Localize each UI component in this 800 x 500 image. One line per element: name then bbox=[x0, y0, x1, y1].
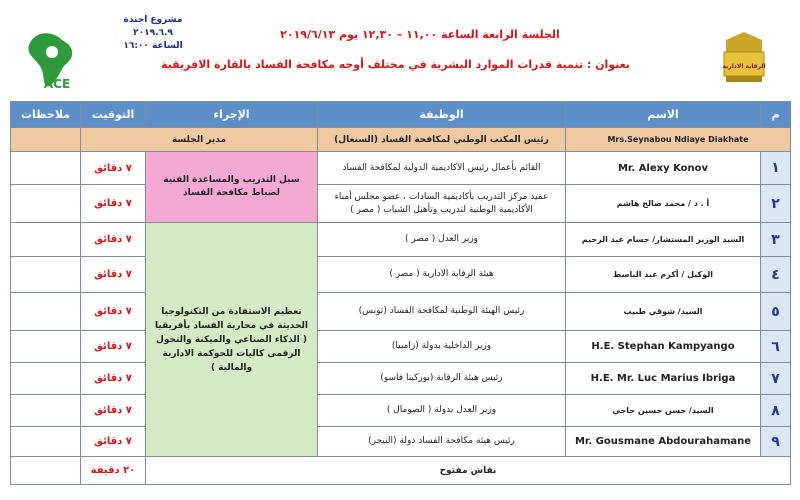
row-number: ٥ bbox=[761, 293, 791, 331]
column-header-job: الوظيفة bbox=[318, 102, 566, 128]
logo-left-text: ACE bbox=[43, 77, 71, 91]
procedure-technology-line-1: تعظيم الاستفادة من التكنولوجيا الحديثة في محاربة الفساد بأفريقيا bbox=[155, 306, 308, 331]
column-header-no: م bbox=[761, 102, 791, 128]
table-row bbox=[11, 185, 791, 223]
table-row bbox=[11, 152, 791, 185]
row-job: وزير العدل ( مصر ) bbox=[318, 223, 566, 257]
row-number: ٨ bbox=[761, 395, 791, 427]
row-number: ٣ bbox=[761, 223, 791, 257]
column-header-time: التوقيت bbox=[81, 102, 146, 128]
row-time: ٧ دقائق bbox=[81, 152, 146, 185]
logo-right-text: الرقابة الادارية bbox=[722, 63, 766, 70]
procedure-technology-line-2: ( الذكاء الصناعي والميكنة والتحول الرقمى كاليات للحوكمة الادارية والمالية ) bbox=[156, 334, 307, 373]
chair-label: مدير الجلسة bbox=[81, 128, 318, 152]
row-name: أ . د / محمد صالح هاشم bbox=[566, 185, 761, 223]
row-number: ٧ bbox=[761, 363, 791, 395]
row-time: ٧ دقائق bbox=[81, 395, 146, 427]
row-job: وزير العدل بدولة ( الصومال ) bbox=[318, 395, 566, 427]
discussion-row bbox=[11, 457, 791, 485]
row-number: ٩ bbox=[761, 427, 791, 457]
row-number: ٤ bbox=[761, 257, 791, 293]
row-name: الوكيل / أكرم عبد الباسط bbox=[566, 257, 761, 293]
agenda-header bbox=[0, 0, 800, 98]
row-time: ٧ دقائق bbox=[81, 331, 146, 363]
table-row bbox=[11, 257, 791, 293]
row-time: ٧ دقائق bbox=[81, 363, 146, 395]
row-time: ٧ دقائق bbox=[81, 223, 146, 257]
row-time: ٧ دقائق bbox=[81, 293, 146, 331]
row-number: ١ bbox=[761, 152, 791, 185]
row-name: السيد/ حسن حسين حاجي bbox=[566, 395, 761, 427]
row-name: Mr. Alexy Konov bbox=[566, 152, 761, 185]
administrative-control-logo bbox=[716, 30, 772, 86]
row-name: السيد/ شوقي طبيب bbox=[566, 293, 761, 331]
row-name: H.E. Mr. Luc Marius Ibriga bbox=[566, 363, 761, 395]
ace-africa-logo bbox=[18, 30, 96, 92]
row-job: رئيس الهيئة الوطنية لمكافحة الفساد (تونس) bbox=[318, 293, 566, 331]
chair-job: رئيس المكتب الوطني لمكافحة الفساد (السنغال) bbox=[318, 128, 566, 152]
chair-row bbox=[11, 128, 791, 152]
row-time: ٧ دقائق bbox=[81, 257, 146, 293]
row-number: ٢ bbox=[761, 185, 791, 223]
row-job: القائم بأعمال رئيس الاكاديمية الدولية لمكافحة الفساد bbox=[318, 152, 566, 185]
chair-name: Mrs.Seynabou Ndiaye Diakhate bbox=[566, 128, 791, 152]
draft-time: الساعة ١٦:٠٠ bbox=[123, 41, 183, 51]
row-time: ٧ دقائق bbox=[81, 427, 146, 457]
table-row bbox=[11, 223, 791, 257]
draft-info bbox=[108, 14, 198, 53]
discussion-time: ٢٠ دقيقة bbox=[81, 457, 146, 485]
procedure-training: سبل التدريب والمساعدة الفنية لضباط مكافحة الفساد bbox=[146, 152, 318, 223]
discussion-text: نقاش مفتوح bbox=[146, 457, 791, 485]
column-header-notes: ملاحظات bbox=[11, 102, 81, 128]
procedure-technology bbox=[146, 223, 318, 457]
row-job: وزير الداخلية بدولة (زامبيا) bbox=[318, 331, 566, 363]
table-row bbox=[11, 363, 791, 395]
draft-title: مشروع اجندة bbox=[123, 15, 183, 25]
row-job: هيئة الرقابة الادارية ( مصر ) bbox=[318, 257, 566, 293]
row-job: رئيس هيئة مكافحة الفساد دولة (النيجر) bbox=[318, 427, 566, 457]
row-job: رئيس هيئة الرقابة (بوركينا فاسو) bbox=[318, 363, 566, 395]
row-name: Mr. Gousmane Abdourahamane bbox=[566, 427, 761, 457]
draft-date: ٢٠١٩.٦.٩ bbox=[133, 28, 173, 38]
row-name: H.E. Stephan Kampyango bbox=[566, 331, 761, 363]
table-row bbox=[11, 293, 791, 331]
table-row bbox=[11, 427, 791, 457]
agenda-table bbox=[10, 101, 791, 485]
row-job: عميد مركز التدريب بأكاديمية السادات ، عضو مجلس أمناء الأكاديمية الوطنية لتدريب وتأهيل الشباب ( مصر ) bbox=[318, 185, 566, 223]
column-header-name: الاسم bbox=[566, 102, 761, 128]
row-time: ٧ دقائق bbox=[81, 185, 146, 223]
column-header-procedure: الإجراء bbox=[146, 102, 318, 128]
session-line: الجلسة الرابعة الساعة ١١,٠٠ – ١٢,٣٠ يوم ٢٠١٩/٦/١٣ bbox=[280, 28, 560, 41]
session-title: بعنوان : تنمية قدرات الموارد البشرية في مختلف أوجه مكافحة الفساد بالقارة الافريقية bbox=[160, 58, 630, 71]
table-row bbox=[11, 395, 791, 427]
row-name: السيد الوزير المستشار/ حسام عبد الرحيم bbox=[566, 223, 761, 257]
row-number: ٦ bbox=[761, 331, 791, 363]
table-header-row bbox=[11, 102, 791, 128]
table-row bbox=[11, 331, 791, 363]
